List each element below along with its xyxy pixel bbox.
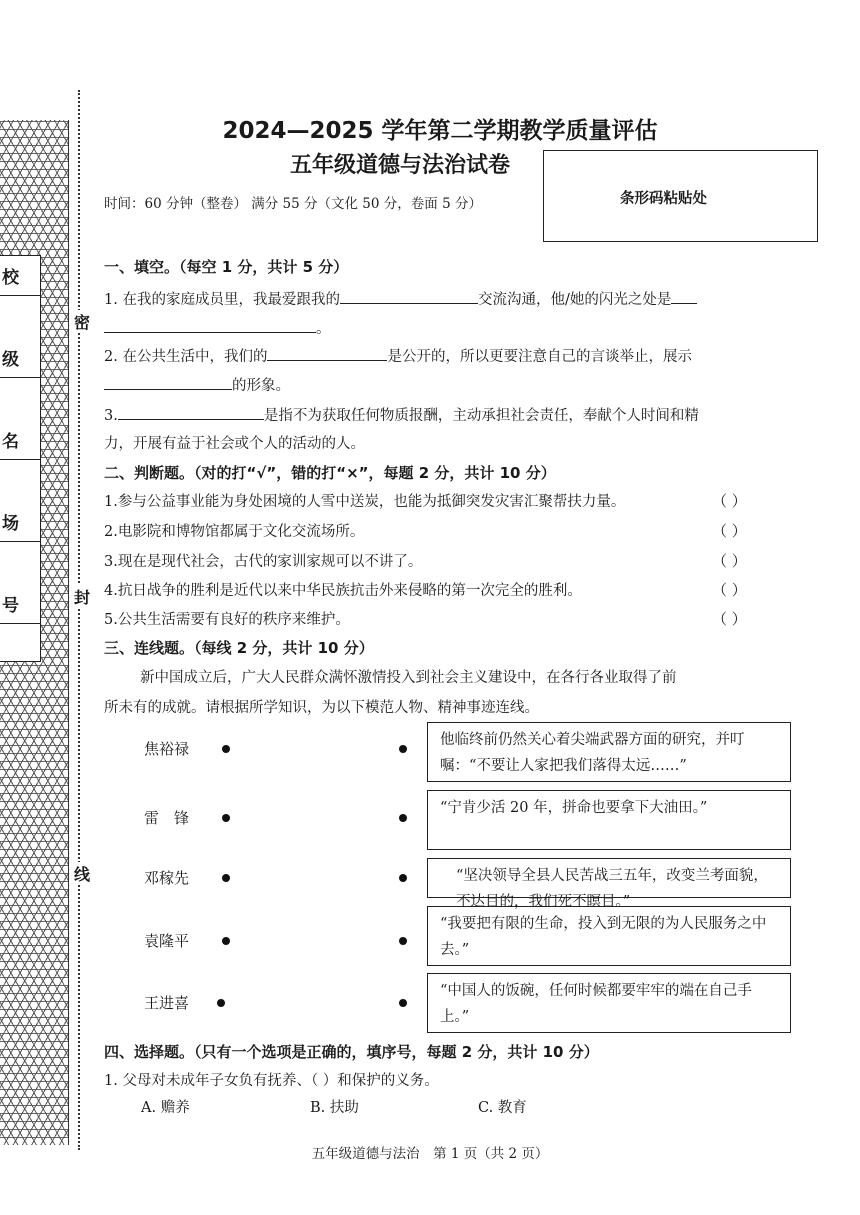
info-label-school: 校 (0, 256, 40, 296)
connect-dot-left[interactable] (217, 999, 225, 1007)
seal-char-mi: 密 (72, 310, 92, 333)
judge-item-2: 2.电影院和博物馆都属于文化交流场所。 (104, 524, 365, 540)
fill-question-3: 3. 是指不为获取任何物质报酬，主动承担社会责任，奉献个人时间和精 (104, 404, 699, 425)
info-label-name: 名 (0, 420, 40, 460)
person-name: 焦裕禄 (144, 740, 190, 758)
person-name: 袁隆平 (144, 932, 190, 950)
connect-dot-left[interactable] (222, 745, 230, 753)
fill-question-1-cont: 。 (104, 317, 331, 338)
blank-field[interactable] (267, 346, 387, 361)
connect-dot-right[interactable] (399, 999, 407, 1007)
info-label-room: 场 (0, 502, 40, 542)
fill-question-3-cont: 力，开展有益于社会或个人的活动的人。 (104, 436, 365, 452)
connect-dot-right[interactable] (399, 937, 407, 945)
judge-item-1: 1.参与公益事业能为身处困境的人雪中送炭，也能为抵御突发灾害汇聚帮扶力量。 (104, 494, 626, 510)
blank-field[interactable] (104, 318, 316, 333)
section1-heading: 一、填空。（每空 1 分，共计 5 分） (104, 258, 349, 276)
judge-item-3: 3.现在是现代社会，古代的家训家规可以不讲了。 (104, 554, 423, 570)
section3-intro: 新中国成立后，广大人民群众满怀激情投入到社会主义建设中，在各行各业取得了前 (140, 670, 677, 686)
deed-box: “我要把有限的生命，投入到无限的为人民服务之中去。” (427, 906, 791, 966)
time-info: 时间：60 分钟（整卷） 满分 55 分（文化 50 分，卷面 5 分） (104, 196, 482, 212)
section2-heading: 二、判断题。（对的打“√”，错的打“×”，每题 2 分，共计 10 分） (104, 464, 556, 482)
connect-dot-left[interactable] (222, 937, 230, 945)
deed-box: “宁肯少活 20 年，拼命也要拿下大油田。” (427, 790, 791, 850)
judge-item-4: 4.抗日战争的胜利是近代以来中华民族抗击外来侵略的第一次完全的胜利。 (104, 583, 582, 599)
judge-answer-3[interactable]: （ ） (712, 552, 747, 570)
judge-answer-2[interactable]: （ ） (712, 522, 747, 540)
choice-option-c[interactable]: C. 教育 (478, 1100, 527, 1116)
choice-option-b[interactable]: B. 扶助 (310, 1100, 359, 1116)
seal-dotted-line (78, 90, 80, 1150)
connect-dot-left[interactable] (222, 874, 230, 882)
section3-heading: 三、连线题。（每线 2 分，共计 10 分） (104, 639, 374, 657)
deed-box: “中国人的饭碗，任何时候都要牢牢的端在自己手上。” (427, 973, 791, 1033)
choice-option-a[interactable]: A. 赡养 (141, 1100, 190, 1116)
seal-char-xian: 线 (72, 862, 92, 885)
blank-field[interactable] (671, 289, 697, 304)
deed-box: “坚决领导全县人民苦战三五年，改变兰考面貌，不达目的，我们死不瞑目。” (427, 858, 791, 898)
connect-dot-right[interactable] (399, 814, 407, 822)
connect-dot-left[interactable] (222, 814, 230, 822)
connect-dot-right[interactable] (399, 745, 407, 753)
blank-field[interactable] (118, 405, 264, 420)
deed-box: 他临终前仍然关心着尖端武器方面的研究，并叮嘱：“不要让人家把我们落得太远……” (427, 722, 791, 782)
fill-question-2: 2. 在公共生活中，我们的 是公开的，所以更要注意自己的言谈举止，展示 (104, 345, 692, 366)
exam-subtitle: 五年级道德与法治试卷 (289, 153, 510, 178)
person-name: 雷 锋 (144, 809, 190, 827)
barcode-area (543, 150, 818, 242)
fill-question-1: 1. 在我的家庭成员里，我最爱跟我的 交流沟通，他/她的闪光之处是 (104, 288, 697, 309)
info-label-number: 号 (0, 584, 40, 624)
info-label-class: 级 (0, 338, 40, 378)
judge-answer-1[interactable]: （ ） (712, 492, 747, 510)
fill-question-2-cont: 的形象。 (104, 374, 290, 395)
student-info-box (0, 255, 41, 662)
seal-char-feng: 封 (72, 585, 92, 608)
person-name: 邓稼先 (144, 869, 190, 887)
judge-item-5: 5.公共生活需要有良好的秩序来维护。 (104, 612, 350, 628)
section3-intro-cont: 所未有的成就。请根据所学知识，为以下模范人物、精神事迹连线。 (104, 700, 539, 716)
person-name: 王进喜 (144, 994, 190, 1012)
page-footer: 五年级道德与法治 第 1 页（共 2 页） (311, 1146, 549, 1162)
judge-answer-4[interactable]: （ ） (712, 581, 747, 599)
exam-title: 2024—2025 学年第二学期教学质量评估 (222, 118, 658, 144)
blank-field[interactable] (340, 289, 478, 304)
section4-heading: 四、选择题。（只有一个选项是正确的，填序号，每题 2 分，共计 10 分） (104, 1043, 599, 1061)
connect-dot-right[interactable] (399, 874, 407, 882)
choice-question-1: 1. 父母对未成年子女负有抚养、（ ）和保护的义务。 (104, 1073, 439, 1089)
barcode-label: 条形码粘贴处 (620, 190, 707, 207)
blank-field[interactable] (104, 375, 232, 390)
judge-answer-5[interactable]: （ ） (712, 610, 747, 628)
